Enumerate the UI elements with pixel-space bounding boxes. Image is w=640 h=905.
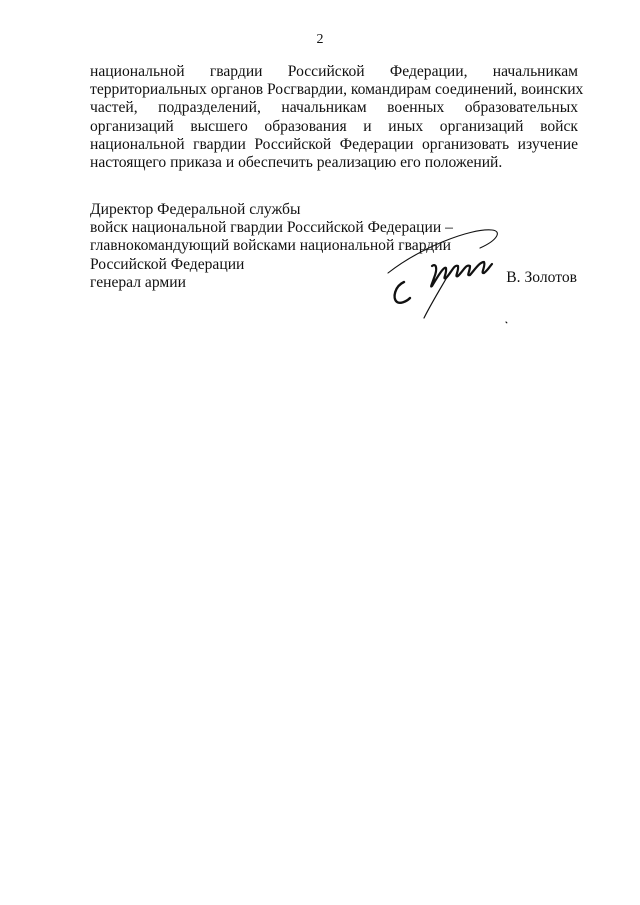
- body-line: национальной гвардии Российской Федерации организовать изучение: [90, 135, 578, 153]
- signatory-title-line: главнокомандующий войсками национальной гвардии: [90, 237, 451, 255]
- signatory-rank: генерал армии: [90, 273, 186, 291]
- signatory-title-line: Российской Федерации: [90, 255, 245, 273]
- signatory-title-line: войск национальной гвардии Российской Федерации –: [90, 219, 453, 237]
- body-line: настоящего приказа и обеспечить реализацию его положений.: [90, 154, 503, 172]
- body-line: организаций высшего образования и иных организаций войск: [90, 117, 578, 135]
- signatory-name: В. Золотов: [506, 269, 577, 286]
- page-number: 2: [316, 32, 324, 47]
- handwritten-signature: [380, 218, 515, 328]
- signatory-title-line: Директор Федеральной службы: [90, 201, 301, 218]
- body-line: национальной гвардии Российской Федерации, начальникам: [90, 63, 578, 80]
- body-line: территориальных органов Росгвардии, командирам соединений, воинских: [90, 81, 584, 99]
- body-line: частей, подразделений, начальникам военных образовательных: [90, 99, 578, 117]
- body-paragraph: [90, 63, 584, 172]
